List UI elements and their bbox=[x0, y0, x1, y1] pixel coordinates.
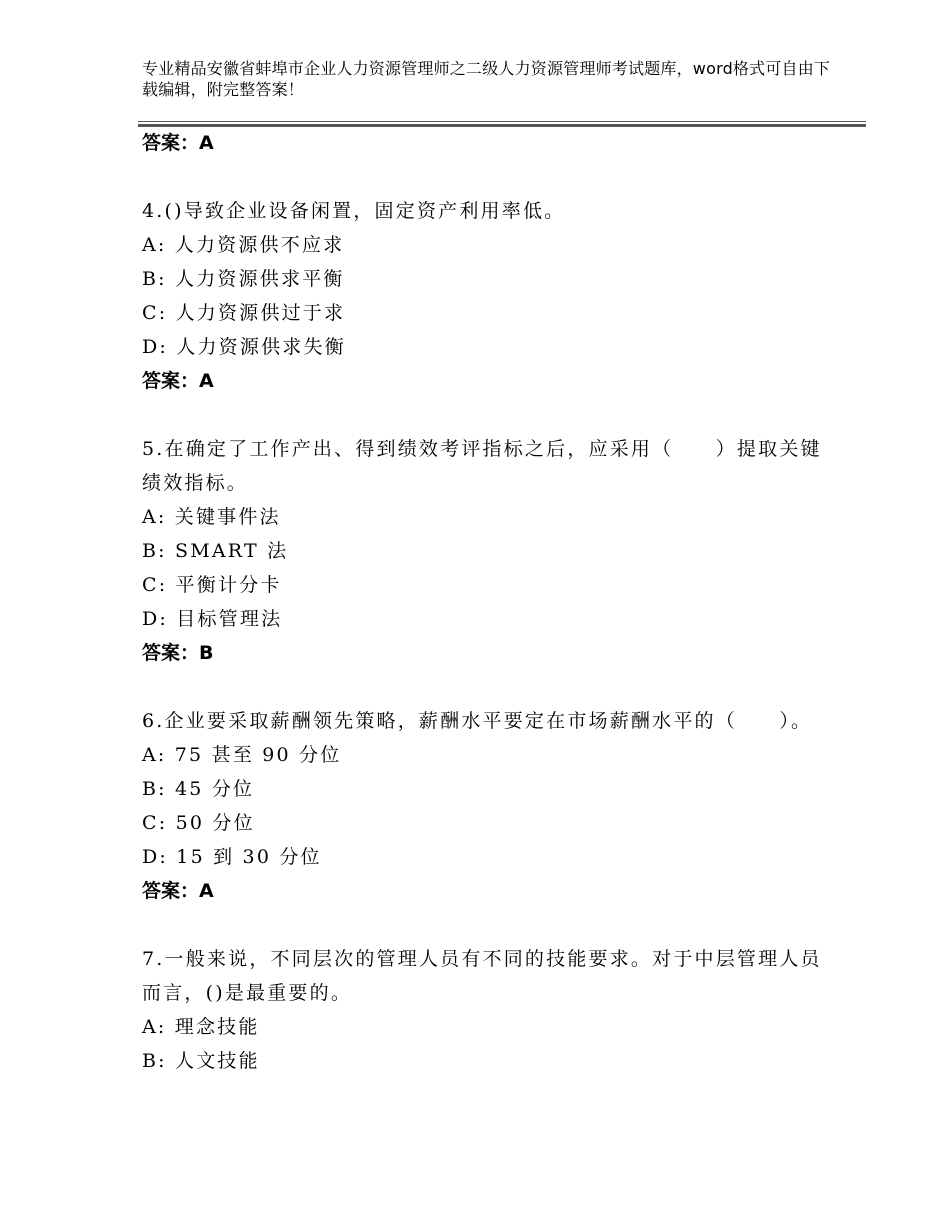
option-b: B: 人力资源供求平衡 bbox=[142, 268, 345, 290]
option-c: C: 平衡计分卡 bbox=[142, 574, 282, 596]
header-rule-thin bbox=[138, 121, 866, 122]
answer-line: 答案：A bbox=[142, 880, 214, 902]
question-list bbox=[142, 126, 832, 1078]
question-stem: 4.()导致企业设备闲置，固定资产利用率低。 bbox=[142, 200, 566, 222]
option-a: A: 关键事件法 bbox=[142, 506, 281, 528]
question-stem: 7.一般来说，不同层次的管理人员有不同的技能要求。对于中层管理人员而言，()是最重要的。 bbox=[142, 948, 822, 1004]
option-b: B: 人文技能 bbox=[142, 1050, 260, 1072]
question-5 bbox=[142, 432, 832, 670]
option-b: B: 45 分位 bbox=[142, 778, 255, 800]
question-4 bbox=[142, 194, 832, 398]
option-d: D: 目标管理法 bbox=[142, 608, 283, 630]
answer-line: 答案：B bbox=[142, 642, 214, 664]
option-d: D: 15 到 30 分位 bbox=[142, 846, 322, 868]
answer-line: 答案：A bbox=[142, 370, 214, 392]
option-a: A: 理念技能 bbox=[142, 1016, 260, 1038]
question-7 bbox=[142, 942, 832, 1078]
option-a: A: 人力资源供不应求 bbox=[142, 234, 345, 256]
option-c: C: 50 分位 bbox=[142, 812, 255, 834]
header-title: 专业精品安徽省蚌埠市企业人力资源管理师之二级人力资源管理师考试题库，word格式可自由下载编辑，附完整答案！ bbox=[142, 59, 831, 99]
answer-line: 答案：A bbox=[142, 132, 214, 154]
option-b: B: SMART 法 bbox=[142, 540, 289, 562]
question-6 bbox=[142, 704, 832, 908]
question-stem: 5.在确定了工作产出、得到绩效考评指标之后，应采用（ ）提取关键绩效指标。 bbox=[142, 438, 822, 494]
option-d: D: 人力资源供求失衡 bbox=[142, 336, 346, 358]
option-c: C: 人力资源供过于求 bbox=[142, 302, 346, 324]
option-a: A: 75 甚至 90 分位 bbox=[142, 744, 342, 766]
question-stem: 6.企业要采取薪酬领先策略，薪酬水平要定在市场薪酬水平的（ ）。 bbox=[142, 710, 813, 732]
document-header bbox=[142, 58, 832, 100]
